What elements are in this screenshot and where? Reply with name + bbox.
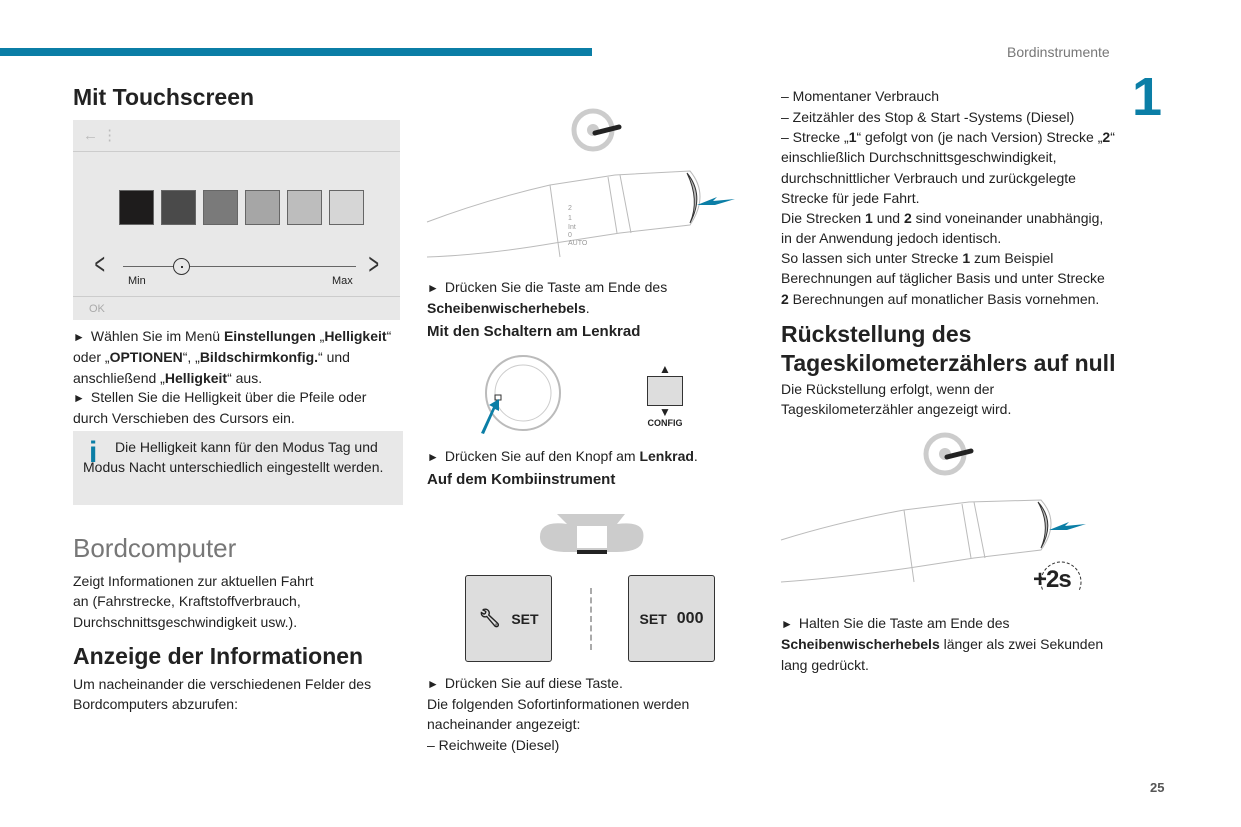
config-label: CONFIG: [647, 418, 683, 428]
reset-text: Die Rückstellung erfolgt, wenn der Tageskilometerzähler angezeigt wird.: [781, 381, 1012, 418]
instrument-cluster-icon: [537, 510, 647, 555]
wiper-lever-illustration: [425, 105, 740, 265]
info-icon: i: [89, 436, 98, 469]
header-accent-bar: [0, 48, 592, 56]
brightness-swatch[interactable]: [119, 190, 154, 225]
hold-2s-badge: +2s: [1033, 566, 1071, 593]
brightness-swatches: [119, 190, 364, 225]
right-p3: So lassen sich unter Strecke 1 zum Beispiel Berechnungen auf täglicher Basis und unter Strecke 2 Berechnungen auf monatlicher Basis vornehmen.: [781, 250, 1105, 307]
right-p2: Die Strecken 1 und 2 sind voneinander unabhängig, in der Anwendung jedoch identisch.: [781, 210, 1104, 247]
left-bullet-1: ► Wählen Sie im Menü Einstellungen „Helligkeit“ oder „OPTIONEN“, „Bildschirmkonfig.“ und anschließend „Helligkeit“ aus.: [73, 328, 392, 386]
lenkrad-title: Mit den Schaltern am Lenkrad: [427, 323, 641, 340]
svg-text:AUTO: AUTO: [568, 240, 588, 247]
info-text: Die Helligkeit kann für den Modus Tag und Modus Nacht unterschiedlich eingestellt werden.: [83, 439, 384, 476]
right-bullet: ► Halten Sie die Taste am Ende des Scheibenwischerhebels länger als zwei Sekunden lang gedrückt.: [781, 615, 1104, 673]
right-item-2: – Zeitzähler des Stop & Start -Systems (Diesel): [781, 109, 1075, 125]
reset-title: Rückstellung des Tageskilometerzählers auf null: [781, 321, 1116, 376]
arrow-right-button[interactable]: >: [368, 248, 380, 281]
chapter-number: 1: [1132, 67, 1163, 127]
right-strecke: – Strecke „1“ gefolgt von (je nach Version) Strecke „2“ einschließlich Durchschnittsgeschwindigkeit, durchschnittlicher Verbrauch und zurückgelegte Strecke für jede Fahrt.: [781, 129, 1115, 206]
config-button[interactable]: ▲ ▼ CONFIG: [645, 362, 685, 428]
kombi-title: Auf dem Kombiinstrument: [427, 471, 616, 488]
steering-wheel-illustration: [475, 355, 570, 435]
slider-max-label: Max: [332, 275, 353, 287]
slider-knob[interactable]: [173, 258, 190, 275]
ok-button[interactable]: OK: [89, 303, 105, 315]
arrow-left-button[interactable]: <: [94, 248, 106, 281]
bordcomputer-title: Bordcomputer: [73, 533, 237, 563]
touchscreen-title: Mit Touchscreen: [73, 84, 255, 110]
steering-wheel-icon: [926, 435, 971, 473]
page-number: 25: [1150, 780, 1165, 795]
svg-text:2: 2: [568, 205, 572, 212]
middle-text: Die folgenden Sofortinformationen werden nacheinander angezeigt:: [427, 696, 690, 733]
middle-bullet-1: ► Drücken Sie die Taste am Ende des Scheibenwischerhebels.: [427, 279, 668, 317]
middle-bullet-2: ► Drücken Sie auf den Knopf am Lenkrad.: [427, 448, 698, 464]
left-bullet-2: ► Stellen Sie die Helligkeit über die Pfeile oder durch Verschieben des Cursors ein.: [73, 389, 367, 427]
brightness-slider[interactable]: [123, 266, 356, 267]
middle-item: – Reichweite (Diesel): [427, 737, 560, 753]
anzeige-title: Anzeige der Informationen: [73, 643, 364, 669]
svg-text:0: 0: [568, 232, 572, 239]
svg-text:1: 1: [568, 215, 572, 222]
back-arrow-icon[interactable]: ← ⋮: [83, 127, 118, 144]
brightness-swatch[interactable]: [161, 190, 196, 225]
set-000-display[interactable]: SET 000: [628, 575, 715, 662]
slider-min-label: Min: [128, 275, 146, 287]
brightness-screen: [73, 120, 400, 320]
blue-arrow-icon: [697, 197, 735, 205]
section-header: Bordinstrumente: [1007, 44, 1110, 60]
bordcomputer-text: Zeigt Informationen zur aktuellen Fahrt an (Fahrstrecke, Kraftstoffverbrauch, Durchschnittsgeschwindigkeit usw.).: [73, 573, 314, 630]
brightness-swatch[interactable]: [203, 190, 238, 225]
set-button-wrench[interactable]: 🔧︎ SET: [465, 575, 552, 662]
brightness-swatch[interactable]: [329, 190, 364, 225]
anzeige-text: Um nacheinander die verschiedenen Felder des Bordcomputers abzurufen:: [73, 676, 372, 713]
brightness-swatch[interactable]: [245, 190, 280, 225]
brightness-swatch[interactable]: [287, 190, 322, 225]
info-box: [73, 431, 403, 505]
wrench-icon: 🔧︎: [478, 608, 502, 628]
middle-bullet-3: ► Drücken Sie auf diese Taste.: [427, 675, 623, 691]
right-item-1: – Momentaner Verbrauch: [781, 88, 939, 104]
divider-dashed: [590, 588, 592, 650]
steering-wheel-icon: [574, 111, 619, 149]
svg-text:Int: Int: [568, 224, 576, 231]
